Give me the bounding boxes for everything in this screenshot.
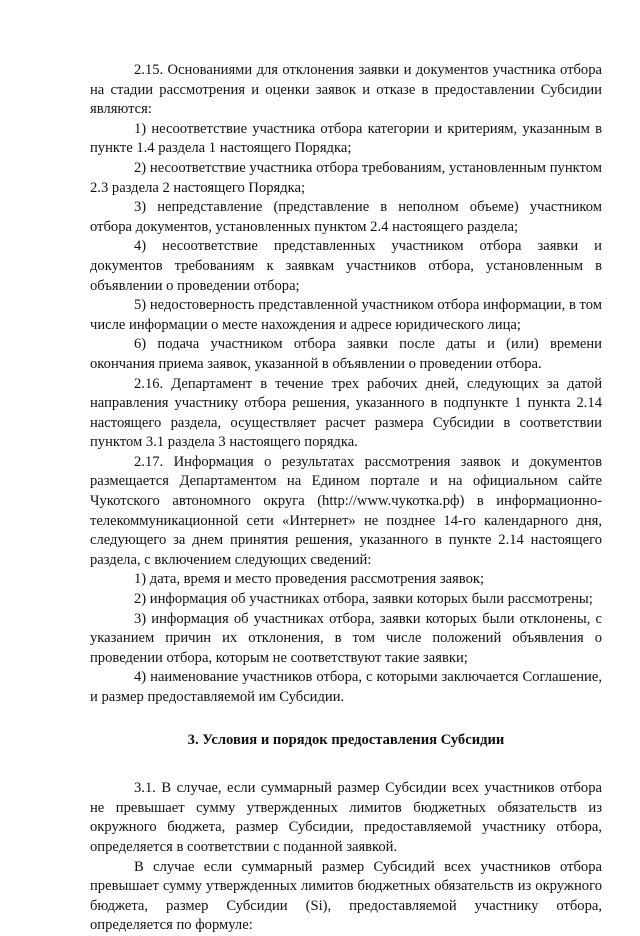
list-item-info-2: 2) информация об участниках отбора, заявки которых были рассмотрены; <box>134 591 593 608</box>
list-item-info-3: 3) информация об участниках отбора, заявки которых были отклонены, с указанием причин их отклонения, в том числе положений объявления о проведении отбора, которым не соответствуют такие заявки; <box>90 610 602 666</box>
list-item-1: 1) несоответствие участника отбора категории и критериям, указанным в пункте 1.4 раздела 1 настоящего Порядка; <box>90 120 602 157</box>
paragraph-2-15: 2.15. Основаниями для отклонения заявки и документов участника отбора на стадии рассмотрения и оценки заявок и отказе в предоставлении Субсидии являются: <box>90 62 602 118</box>
list-item-4: 4) несоответствие представленных участником отбора заявки и документов требованиям к заявкам участников отбора, установленным в объявлении о проведении отбора; <box>90 238 602 294</box>
paragraph-3-1: 3.1. В случае, если суммарный размер Субсидии всех участников отбора не превышает сумму утвержденных лимитов бюджетных обязательств из окружного бюджета, размер Субсидии, предоставляемой участнику отбора, определяется в соответствии с поданной заявкой. <box>90 780 602 855</box>
list-item-3: 3) непредставление (представление в неполном объеме) участником отбора документов, установленных пунктом 2.4 настоящего раздела; <box>90 199 602 235</box>
section-3-heading: 3. Условия и порядок предоставления Субсидии <box>187 731 505 748</box>
paragraph-formula-intro: В случае если суммарный размер Субсидий всех участников отбора превышает сумму утвержденных лимитов бюджетных обязательств из окружного бюджета, размер Субсидии (Si), предоставляемой участнику отбора, определяется по формуле: <box>90 858 602 934</box>
list-item-2: 2) несоответствие участника отбора требованиям, установленным пунктом 2.3 раздела 2 настоящего Порядка; <box>90 159 602 196</box>
paragraph-2-17: 2.17. Информация о результатах рассмотрения заявок и документов размещается Департаментом на Едином портале и на официальном сайте Чукотского автономного округа (http://www.чукотка.рф) в информационно-телекоммуникационной сети «Интернет» не позднее 14-го календарного дня, следующего за днем принятия решения, указанного в пункте 2.14 настоящего раздела, с включением следующих сведений: <box>90 453 602 568</box>
list-item-5: 5) недостоверность представленной участником отбора информации, в том числе информации о месте нахождения и адресе юридического лица; <box>90 297 602 333</box>
list-item-6: 6) подача участником отбора заявки после даты и (или) времени окончания приема заявок, указанной в объявлении о проведении отбора. <box>90 336 602 372</box>
list-item-info-4: 4) наименование участников отбора, с которыми заключается Соглашение, и размер предоставляемой им Субсидии. <box>90 669 602 705</box>
document-page <box>90 61 602 936</box>
paragraph-2-16: 2.16. Департамент в течение трех рабочих дней, следующих за датой направления участнику отбора решения, указанного в подпункте 1 пункта 2.14 настоящего раздела, осуществляет расчет размера Субсидии в соответствии пунктом 3.1 раздела 3 настоящего порядка. <box>90 375 602 451</box>
list-item-info-1: 1) дата, время и место проведения рассмотрения заявок; <box>134 571 485 588</box>
